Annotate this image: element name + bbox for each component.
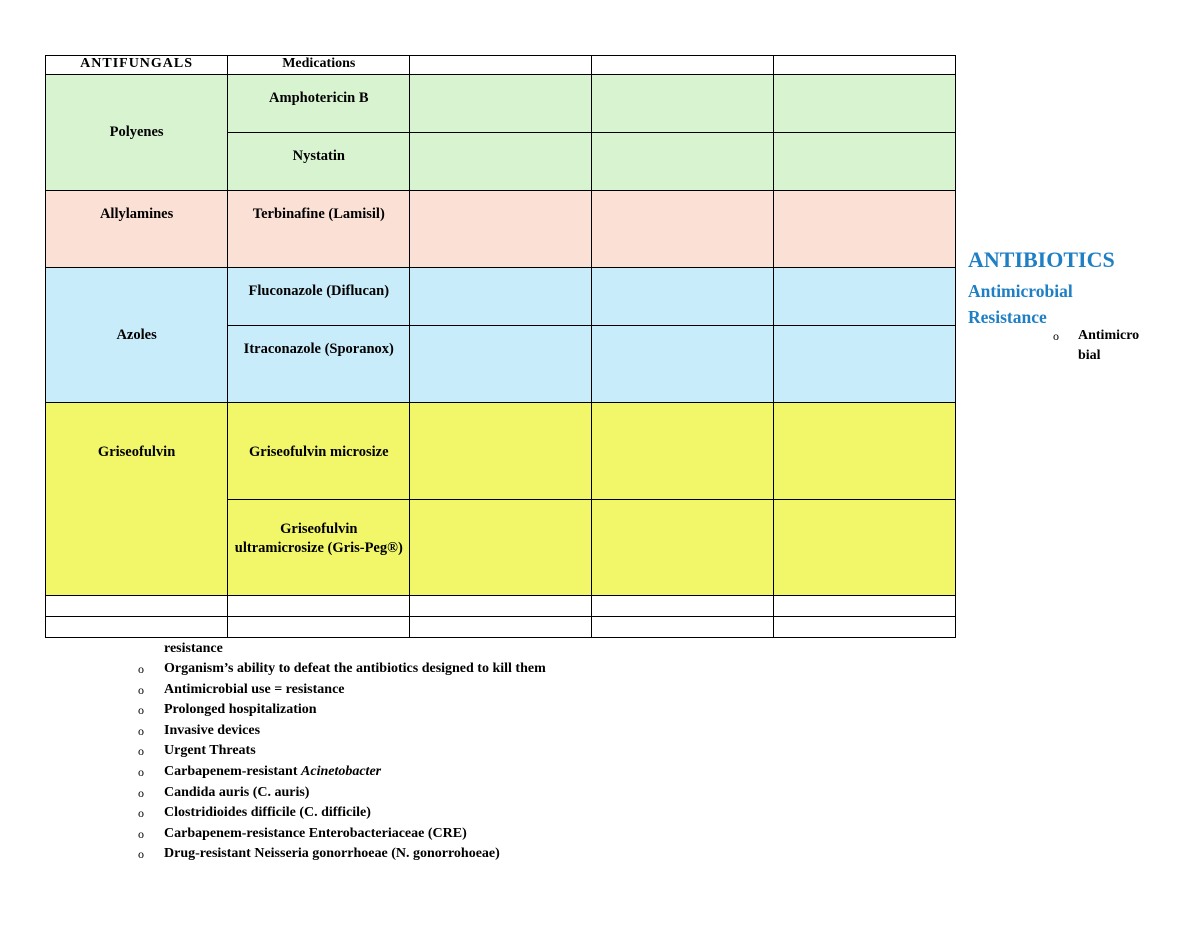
cell-empty	[773, 191, 955, 268]
table-header-row	[46, 56, 956, 75]
cell-empty	[591, 596, 773, 617]
cell-empty	[410, 403, 591, 500]
list-item: o Carbapenem-resistant Acinetobacter	[138, 762, 546, 783]
table-row	[46, 268, 956, 326]
cell-empty	[773, 133, 955, 191]
med-griseofulvin-microsize: Griseofulvin microsize	[228, 403, 410, 500]
bullet-marker: o	[138, 703, 144, 718]
continuation-text: resistance	[164, 641, 223, 656]
bullet-marker: o	[138, 662, 144, 676]
cell-empty	[410, 326, 591, 403]
cell-empty	[410, 596, 591, 617]
cell-empty	[591, 191, 773, 268]
list-item: o Candida auris (C. auris)	[138, 783, 546, 804]
cell-empty	[773, 326, 955, 403]
bullet-marker: o	[1053, 329, 1059, 343]
cell-empty	[410, 617, 591, 638]
cell-empty	[591, 133, 773, 191]
list-item: o Invasive devices	[138, 721, 546, 742]
bullet-marker: o	[138, 806, 144, 821]
cell-empty	[773, 617, 955, 638]
side-bullet-text: Antimicrobial	[1078, 328, 1140, 363]
list-item: o Drug-resistant Neisseria gonorrhoeae (N. gonorrohoeae)	[138, 844, 546, 865]
class-azoles: Azoles	[46, 268, 228, 403]
header-medications: Medications	[228, 56, 410, 75]
cell-empty	[591, 403, 773, 500]
cell-empty	[591, 326, 773, 403]
table-row	[46, 403, 956, 500]
cell-empty	[228, 596, 410, 617]
med-nystatin: Nystatin	[228, 133, 410, 191]
header-col-3	[410, 56, 591, 75]
header-antifungals: ANTIFUNGALS	[46, 56, 228, 75]
cell-empty	[410, 500, 591, 596]
cell-empty	[410, 191, 591, 268]
med-terbinafine: Terbinafine (Lamisil)	[228, 191, 410, 268]
cell-empty	[773, 596, 955, 617]
bullet-marker: o	[138, 723, 144, 738]
class-polyenes: Polyenes	[46, 75, 228, 191]
italic-genus: Acinetobacter	[301, 763, 382, 779]
bullet-marker: o	[138, 764, 144, 779]
cell-empty	[773, 75, 955, 133]
table-row-empty	[46, 596, 956, 617]
cell-empty	[228, 617, 410, 638]
table-row	[46, 191, 956, 268]
cell-empty	[46, 617, 228, 638]
cell-empty	[773, 403, 955, 500]
list-item: o Organism’s ability to defeat the antibiotics designed to kill them	[138, 659, 546, 680]
med-amphotericin-b: Amphotericin B	[228, 75, 410, 133]
bullet-marker: o	[138, 785, 144, 800]
bullet-marker: o	[138, 826, 144, 841]
list-item: o Prolonged hospitalization	[138, 700, 546, 721]
cell-empty	[410, 268, 591, 326]
bullet-marker: o	[138, 744, 144, 759]
resistance-bullet-list	[138, 659, 546, 865]
cell-empty	[410, 133, 591, 191]
cell-empty	[773, 268, 955, 326]
bullet-marker: o	[138, 682, 144, 697]
cell-empty	[46, 596, 228, 617]
cell-empty	[773, 500, 955, 596]
list-item: o Clostridioides difficile (C. difficile)	[138, 803, 546, 824]
header-col-5	[773, 56, 955, 75]
cell-empty	[410, 75, 591, 133]
cell-empty	[591, 617, 773, 638]
table-row-empty	[46, 617, 956, 638]
list-item: o Antimicrobial use = resistance	[138, 680, 546, 701]
cell-empty	[591, 75, 773, 133]
class-allylamines: Allylamines	[46, 191, 228, 268]
med-fluconazole: Fluconazole (Diflucan)	[228, 268, 410, 326]
list-item: o Urgent Threats	[138, 741, 546, 762]
med-itraconazole: Itraconazole (Sporanox)	[228, 326, 410, 403]
antimicrobial-resistance-heading: Antimicrobial Resistance	[968, 281, 1073, 327]
med-griseofulvin-ultramicrosize: Griseofulvin ultramicrosize (Gris-Peg®)	[228, 500, 410, 596]
cell-empty	[591, 268, 773, 326]
bullet-marker: o	[138, 847, 144, 862]
cell-empty	[591, 500, 773, 596]
antibiotics-heading: ANTIBIOTICS	[968, 247, 1115, 272]
class-griseofulvin: Griseofulvin	[46, 403, 228, 596]
antifungals-table	[45, 55, 956, 638]
table-row	[46, 75, 956, 133]
header-col-4	[591, 56, 773, 75]
list-item: o Carbapenem-resistance Enterobacteriaceae (CRE)	[138, 824, 546, 845]
